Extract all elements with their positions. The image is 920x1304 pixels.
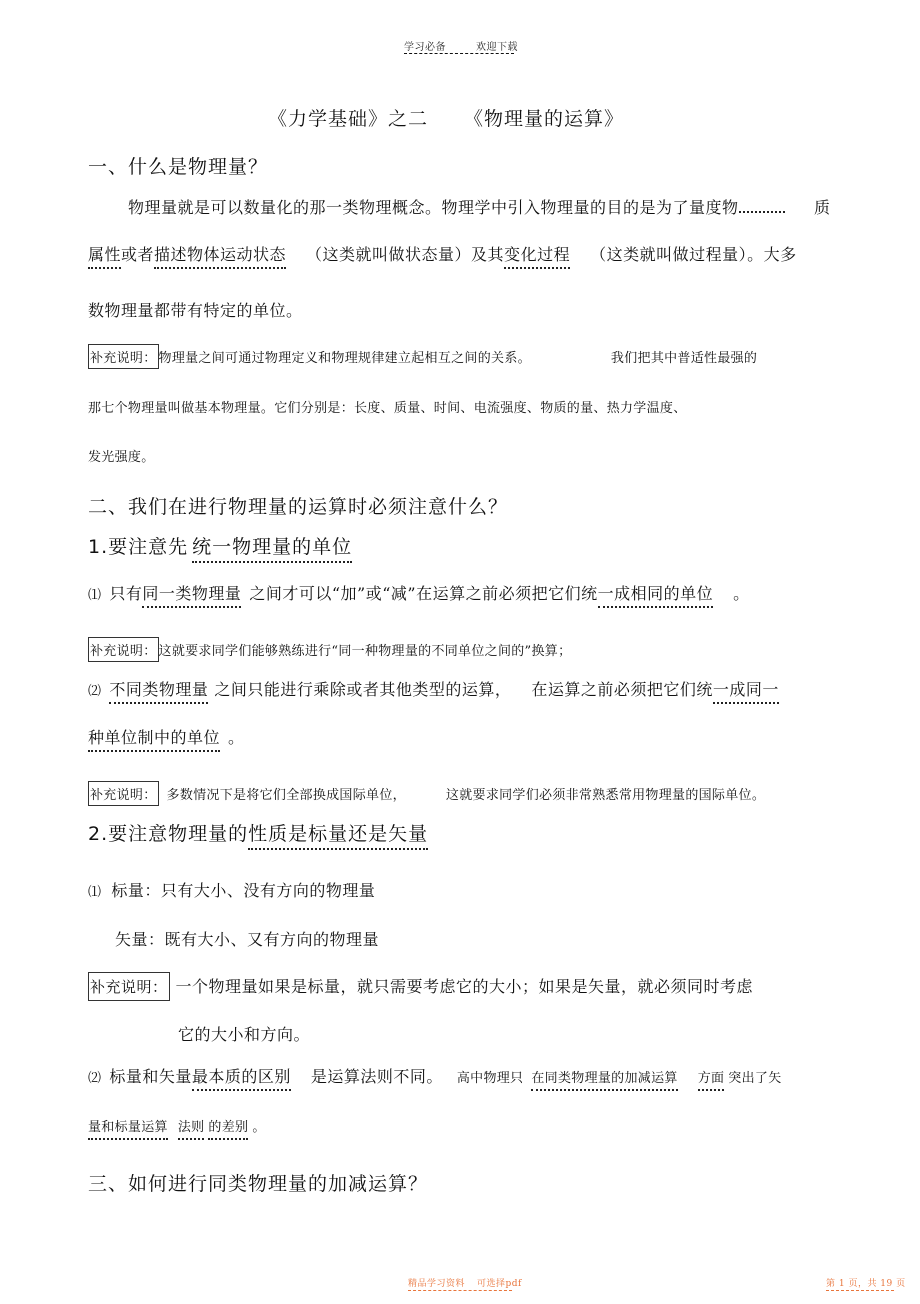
para-text: （这类就叫做状态量）及其 [306, 245, 505, 264]
item-text: 。 [252, 1120, 266, 1135]
note-text: 这就要求同学们能够熟练进行“同一种物理量的不同单位之间的”换算； [158, 644, 572, 659]
document-title [268, 104, 624, 131]
item-text: 标量：只有大小、没有方向的物理量 [111, 881, 376, 900]
item-text: 在运算之前必须把它们统 [531, 680, 713, 699]
note-text: 这就要求同学们必须非常熟悉常用物理量的国际单位。 [445, 788, 766, 803]
item-text: 之间只能进行乘除或者其他类型的运算， [214, 680, 512, 699]
item-text: 只有 [109, 584, 143, 603]
item-number: ⑴ [88, 588, 102, 603]
sub1-heading-b: 统一物理量的单位 [192, 536, 352, 563]
section3-heading: 三、如何进行同类物理量的加减运算？ [88, 1173, 429, 1195]
header-right: 欢迎下载 [476, 42, 518, 53]
sub1-item1 [88, 581, 750, 604]
footer-left-a: 精品学习资料 [408, 1279, 466, 1289]
sub2-note [88, 972, 753, 1001]
footer-left [408, 1276, 522, 1289]
emphasis-text: 方面 [698, 1071, 725, 1091]
sub2-item2 [88, 1064, 782, 1087]
item-text: 在运算之前必须把它们统 [416, 584, 598, 603]
emphasis-text: 同一类物理量 [142, 584, 241, 608]
footer-left-b: 可选择pdf [477, 1279, 522, 1289]
item-text: 突出了矢 [728, 1071, 782, 1086]
section1-note-line3: 发光强度。 [88, 450, 155, 465]
emphasis-text: 属性 [88, 245, 121, 269]
header-left: 学习必备 [404, 42, 446, 53]
sub1-note1 [88, 637, 571, 662]
section1-para-line1 [128, 195, 785, 218]
section1-note-line2: 那七个物理量叫做基本物理量。它们分别是：长度、质量、时间、电流强度、物质的量、热力学温度、 [88, 401, 687, 416]
item-number: ⑵ [88, 684, 102, 699]
emphasis-text: 变化过程 [504, 245, 570, 269]
note-text: 多数情况下是将它们全部换成国际单位， [166, 788, 406, 803]
item-text: 之间才可以“加”或“减” [249, 584, 417, 603]
item-text: 是运算法则不同。 [310, 1067, 443, 1086]
header-divider [404, 53, 514, 54]
emphasis-text: 一成相同的单位 [598, 584, 714, 608]
dotted-emphasis [739, 208, 785, 213]
sub2-item1 [88, 878, 375, 901]
sub1-heading [88, 532, 352, 559]
sub2-note-line2: 它的大小和方向。 [178, 1025, 311, 1044]
sub1-item2-line2 [88, 725, 245, 748]
emphasis-text: 一成同一 [713, 680, 779, 704]
emphasis-text: 不同类物理量 [109, 680, 208, 704]
section1-heading: 一、什么是物理量？ [88, 156, 269, 178]
title-part1: 《力学基础》之二 [268, 108, 429, 130]
item-number: ⑴ [88, 885, 102, 900]
footer-right-divider [826, 1290, 894, 1291]
sub2-heading-a: 2.要注意物理量的 [88, 823, 249, 845]
note-label-box: 补充说明： [88, 344, 159, 369]
sub2-heading-b: 性质是标量还是矢量 [248, 823, 428, 850]
section1-para-line2 [88, 242, 797, 265]
emphasis-text: 量和标量运算 [88, 1120, 168, 1140]
section2-heading: 二、我们在进行物理量的运算时必须注意什么？ [88, 496, 509, 518]
emphasis-text: 描述物体运动状态 [154, 245, 286, 269]
note-label-box: 补充说明： [88, 781, 159, 806]
sub1-heading-a: 1.要注意先 [88, 536, 189, 558]
section1-note [88, 344, 757, 369]
emphasis-text: 法则 [178, 1120, 205, 1140]
para-text: （这类就叫做过程量）。大多 [590, 245, 797, 264]
footer-left-divider [408, 1290, 512, 1291]
note-text: 一个物理量如果是标量，就只需要考虑它的大小；如果是矢量，就必须同时考虑 [175, 977, 754, 996]
item-text: 高中物理只 [456, 1071, 524, 1086]
section1-para-line1-end: 质 [814, 198, 831, 217]
item-text: 。 [228, 728, 245, 747]
item-text: 。 [733, 584, 750, 603]
title-part2: 《物理量的运算》 [464, 108, 625, 130]
page-header [404, 38, 518, 53]
note-text: 我们把其中普适性最强的 [610, 351, 758, 366]
note-label-box: 补充说明： [88, 972, 170, 1001]
sub1-note2 [88, 781, 765, 806]
section1-para-line3: 数物理量都带有特定的单位。 [88, 301, 303, 320]
emphasis-text: 最本质的区别 [192, 1067, 291, 1091]
item-number: ⑵ [88, 1071, 102, 1086]
page-indicator: 第 1 页，共 19 页 [826, 1279, 906, 1289]
item-text: 标量和矢量 [109, 1067, 192, 1086]
note-label-box: 补充说明： [88, 637, 159, 662]
emphasis-text: 种单位制中的单位 [88, 728, 220, 752]
note-text: 物理量之间可通过物理定义和物理规律建立起相互之间的关系。 [158, 351, 531, 366]
sub2-item2-line2 [88, 1116, 266, 1135]
emphasis-text: 的差别 [208, 1120, 248, 1140]
para-text: 物理量就是可以数量化的那一类物理概念。物理学中引入物理量的目的是为了量度物 [128, 198, 739, 217]
sub2-item1b: 矢量：既有大小、又有方向的物理量 [115, 930, 380, 949]
sub2-heading [88, 819, 428, 846]
sub1-item2 [88, 677, 779, 700]
emphasis-text: 在同类物理量的加减运算 [531, 1071, 677, 1091]
para-text: 或者 [121, 245, 155, 264]
